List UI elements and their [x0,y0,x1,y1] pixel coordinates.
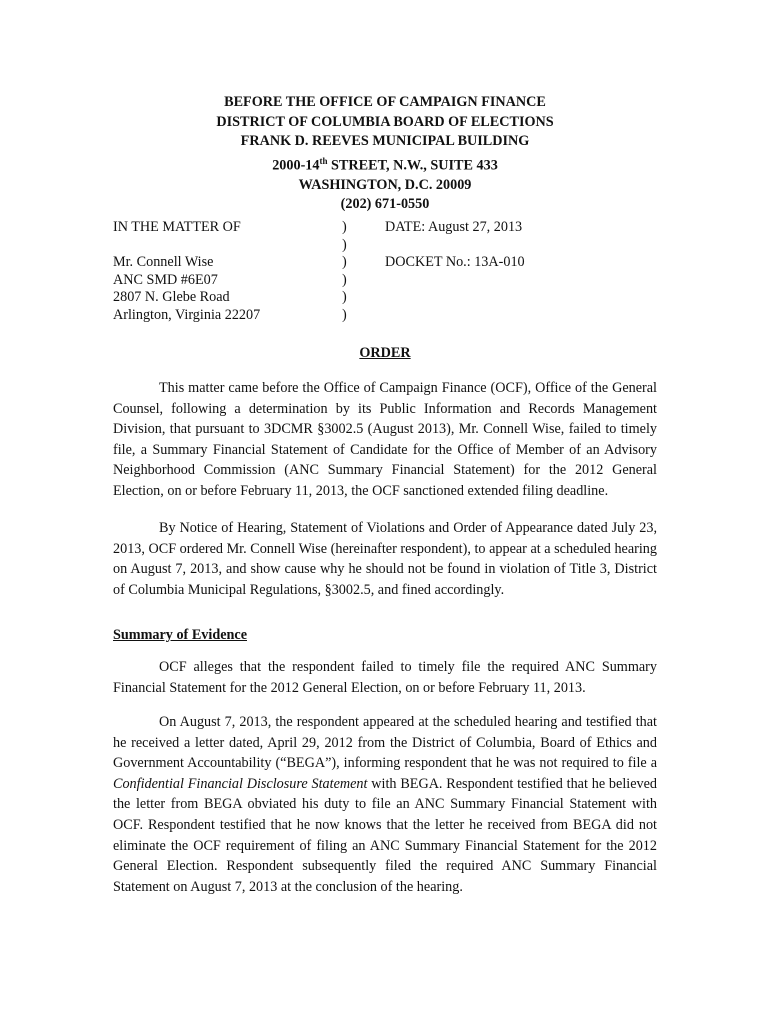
street-ordinal: th [319,155,328,166]
street-number: 2000-14 [272,157,320,174]
caption-row [113,219,673,237]
paragraph-notice [113,518,657,600]
caption-row [113,254,673,272]
header-line-city: WASHINGTON, D.C. 20009 [298,176,472,193]
street-rest: STREET, N.W., SUITE 433 [327,157,498,174]
order-title: ORDER [359,345,411,361]
paragraph-background [113,378,657,502]
paragraph-testimony [113,712,657,897]
address-city: Arlington, Virginia 22207 [113,306,261,323]
paragraph-testimony-text-a: On August 7, 2013, the respondent appeared at the scheduled hearing and testified that he received a letter dated, April 29, 2012 from the District of Columbia, Board of Ethics and Government Accountability (“BEGA”), informing respondent that he was not required to file a [113,714,657,772]
respondent-name: Mr. Connell Wise [113,254,214,271]
paragraph-testimony-italic: Confidential Financial Disclosure Statement [113,775,368,792]
address-street: 2807 N. Glebe Road [113,289,230,306]
caption-row [113,237,673,255]
respondent-title: ANC SMD #6E07 [113,271,218,288]
caption-paren: ) [342,236,347,253]
paragraph-allegation [113,657,657,698]
docket-label: DOCKET No.: 13A-010 [385,254,525,271]
paragraph-testimony-text-b: with BEGA. Respondent testified that he believed the letter from BEGA obviated his duty to file an ANC Summary Financial Statement with OCF. Respondent testified that he now knows that the letter he received from BEGA did not eliminate the OCF requirement of filing an ANC Summary Financial Statement for the 2012 General Election. Respondent subsequently filed the required ANC Summary Financial Statement on August 7, 2013 at the conclusion of the hearing. [113,775,657,895]
date-label: DATE: August 27, 2013 [385,219,523,235]
matter-label: IN THE MATTER OF [113,219,241,235]
document-header [0,93,770,215]
header-line-office: BEFORE THE OFFICE OF CAMPAIGN FINANCE [224,94,546,110]
header-line-board: DISTRICT OF COLUMBIA BOARD OF ELECTIONS [216,113,554,130]
caption-paren: ) [342,306,347,323]
caption-paren: ) [342,219,347,235]
caption-row [113,289,673,307]
header-line-phone: (202) 671-0550 [340,196,430,213]
caption-paren: ) [342,289,347,306]
caption-row [113,272,673,290]
paragraph-notice-text: By Notice of Hearing, Statement of Violations and Order of Appearance dated July 23, 2013, OCF ordered Mr. Connell Wise (hereinafter respondent), to appear at a scheduled hearing on August 7, 2013, and show cause why he should not be found in violation of Title 3, District of Columbia Municipal Regulations, §3002.5, and fined accordingly. [113,520,657,598]
paragraph-allegation-text: OCF alleges that the respondent failed to timely file the required ANC Summary Financial Statement for the 2012 General Election, on or before February 11, 2013. [113,659,657,696]
summary-heading: Summary of Evidence [113,627,247,643]
caption-paren: ) [342,254,347,271]
paragraph-background-text: This matter came before the Office of Campaign Finance (OCF), Office of the General Counsel, following a determination by its Public Information and Records Management Division, that pursuant to 3DCMR §3002.5 (August 2013), Mr. Connell Wise, failed to timely file, a Summary Financial Statement of Candidate for the Office of Member of an Advisory Neighborhood Commission (ANC Summary Financial Statement) for the 2012 General Election, on or before February 11, 2013, the OCF sanctioned extended filing deadline. [113,380,657,499]
header-line-street [0,152,770,176]
caption-row [113,307,673,325]
header-line-building: FRANK D. REEVES MUNICIPAL BUILDING [240,133,530,149]
case-caption [113,219,673,325]
caption-paren: ) [342,271,347,288]
